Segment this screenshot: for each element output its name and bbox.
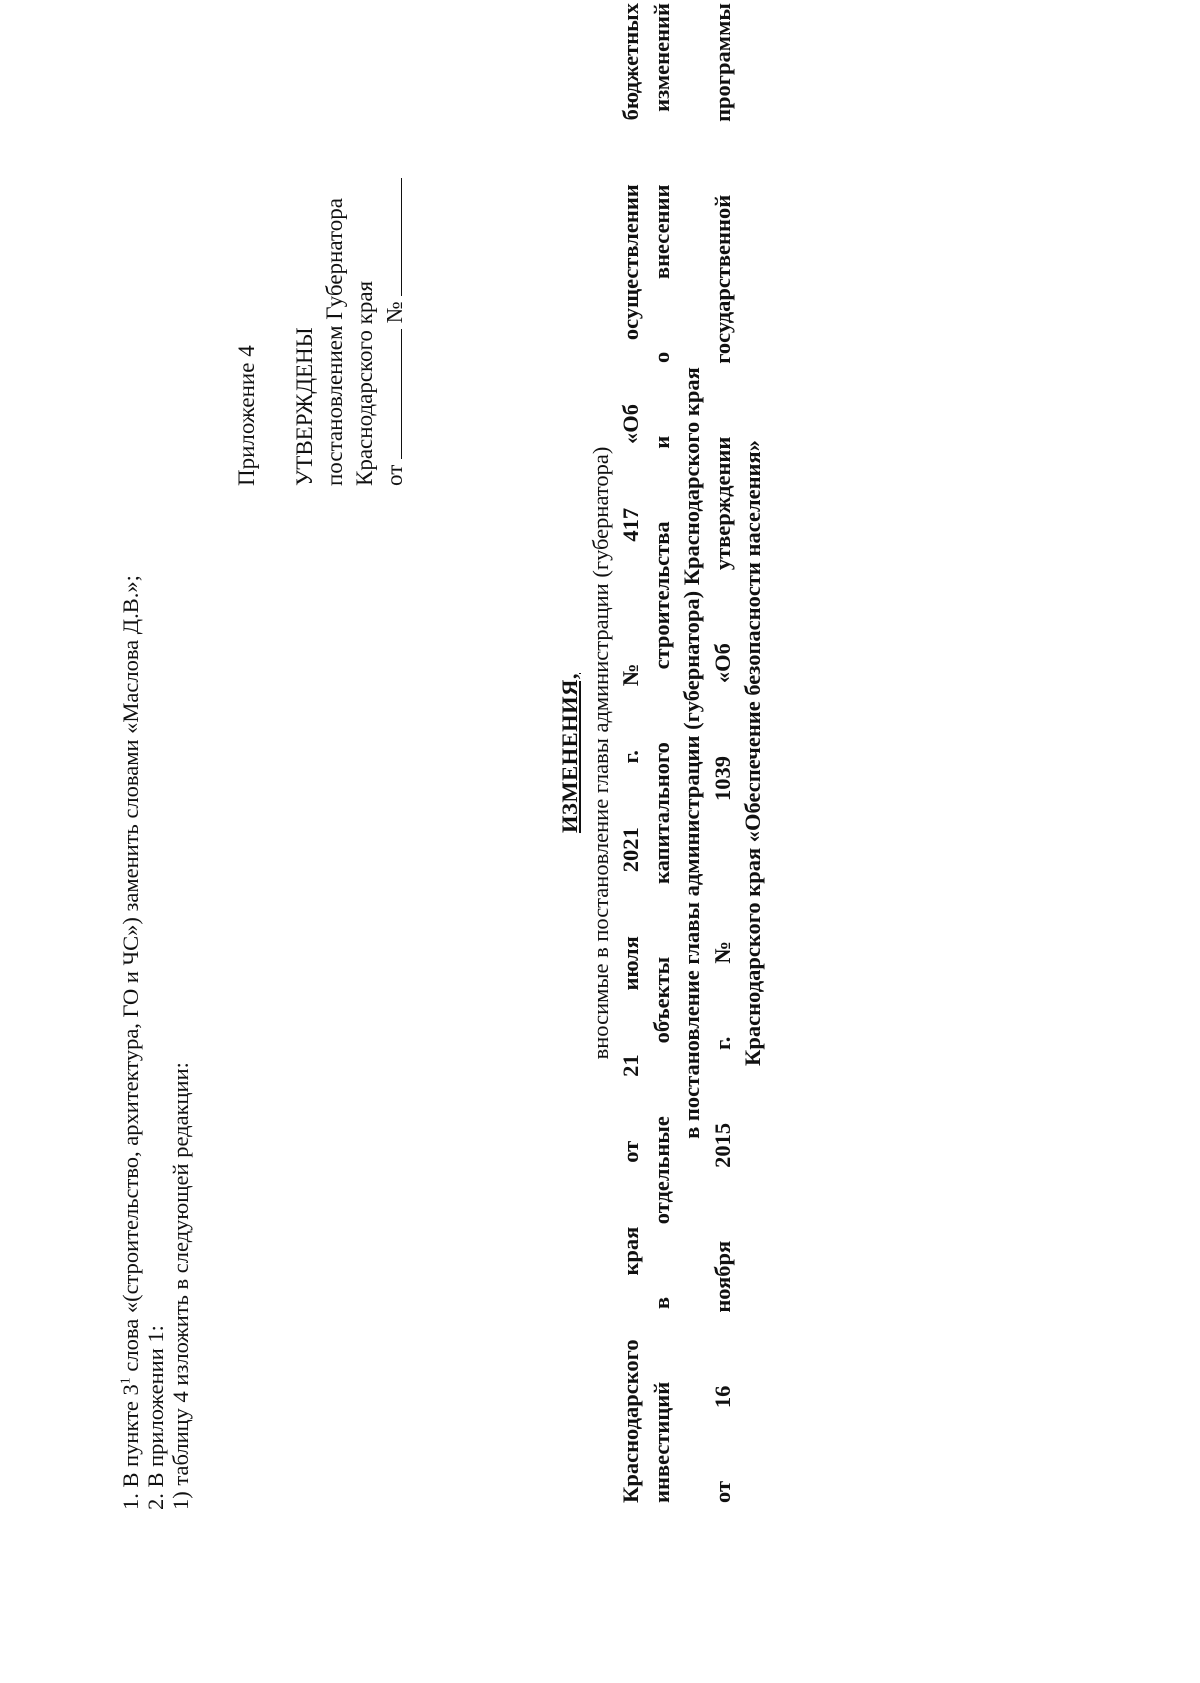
document-title-block: [555, 3, 769, 1503]
title-line-5: Краснодарского края «Обеспечение безопасности населения»: [740, 440, 765, 1066]
title-line-4: от 16 ноября 2015 г. № 1039 «Об утверждении государственной программы: [709, 3, 735, 1503]
document-subtitle: вносимые в постановление главы администрации (губернатора): [587, 446, 613, 1060]
approved-label: УТВЕРЖДЕНЫ: [292, 327, 317, 486]
date-number-line: [380, 106, 410, 486]
item-1-start: 1. В пункте 3: [118, 1384, 143, 1510]
appendix-label: Приложение 4: [234, 345, 259, 486]
body-item-3: 1) таблицу 4 изложить в следующей редакции:: [168, 1062, 193, 1510]
title-line-2: инвестиций в отдельные объекты капитального строительства и о внесении изменений: [648, 3, 674, 1503]
number-prefix: №: [382, 301, 407, 324]
body-item-1: [118, 110, 143, 1510]
document-body: [118, 110, 193, 1510]
approved-by-label: постановлением Губернатора: [322, 198, 347, 486]
approval-stamp-block: [232, 106, 410, 486]
date-blank-field: [381, 329, 402, 459]
document-heading: ИЗМЕНЕНИЯ,: [557, 673, 582, 834]
title-line-1: Краснодарского края от 21 июля 2021 г. № 417 «Об осуществлении бюджетных: [618, 3, 643, 1503]
date-prefix: от: [382, 464, 407, 486]
body-item-2: 2. В приложении 1:: [143, 1325, 168, 1510]
title-line-3: в постановление главы администрации (губернатора) Краснодарского края: [679, 367, 704, 1139]
number-blank-field: [381, 178, 402, 296]
region-label: Краснодарского края: [352, 280, 377, 486]
item-1-superscript: 1: [118, 1377, 134, 1385]
item-1-end: слова «(строительство, архитектура, ГО и ЧС») заменить словами «Маслова Д.В.»;: [118, 575, 143, 1378]
